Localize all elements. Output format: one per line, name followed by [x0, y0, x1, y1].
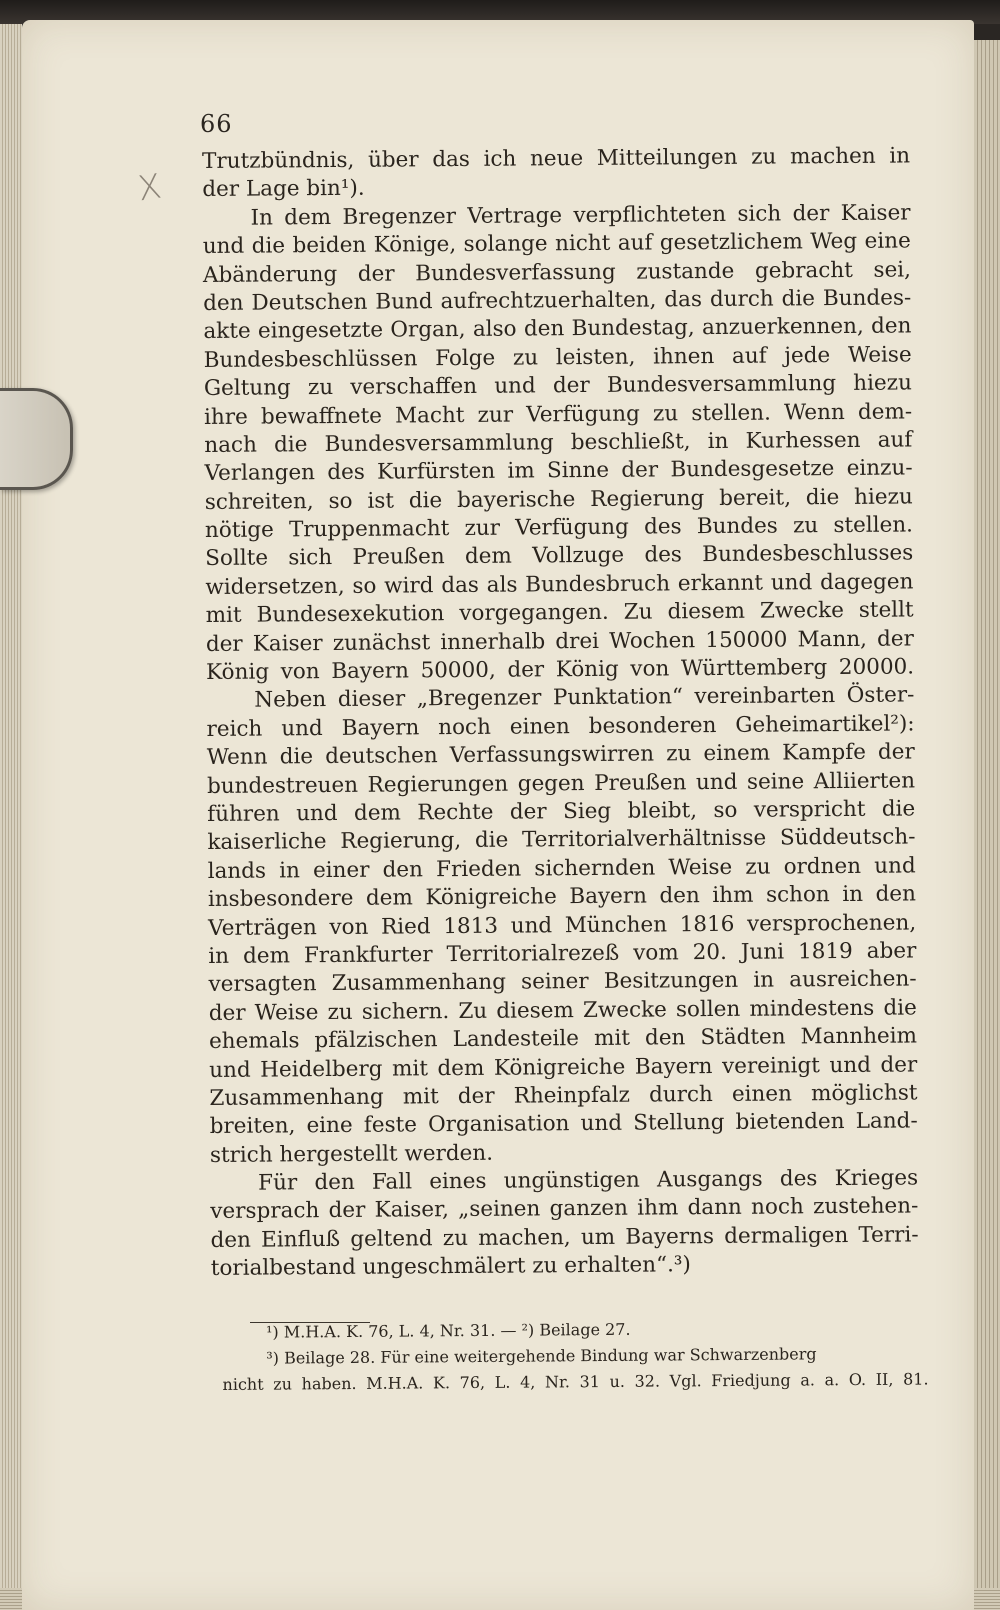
- text-line: Geltung zu verschaffen und der Bundesversammlung hiezu: [203, 370, 912, 402]
- text-line: Trutzbündnis, über das ich neue Mitteilungen zu machen in: [202, 143, 911, 174]
- text-line: lands in einer den Frieden sichernden Weise zu ordnen und: [207, 853, 916, 884]
- text-line: der Weise zu sichern. Zu diesem Zwecke sollen mindestens die: [208, 995, 917, 1026]
- book-page: [22, 20, 974, 1610]
- text-line: den Einfluß geltend zu machen, um Bayerns dermaligen Terri-: [210, 1222, 919, 1253]
- text-line: versprach der Kaiser, „seinen ganzen ihm dann noch zustehen-: [210, 1193, 919, 1225]
- text-line: bundestreuen Regierungen gegen Preußen und seine Alliierten: [206, 768, 916, 799]
- text-line: Verträgen von Ried 1813 und München 1816 versprochenen,: [208, 909, 917, 941]
- text-line: Bundesbeschlüssen Folge zu leisten, ihnen auf jede Weise: [203, 342, 912, 373]
- text-line: ihre bewaffnete Macht zur Verfügung zu stellen. Wenn dem-: [204, 398, 913, 430]
- footnote-line: ¹) M.H.A. K. 76, L. 4, Nr. 31. — ²) Beilage 27.: [266, 1319, 631, 1342]
- page-stack-left: [0, 24, 22, 1610]
- text-line: schreiten, so ist die bayerische Regierung bereit, die hiezu: [204, 484, 913, 515]
- pencil-mark: X: [135, 166, 164, 210]
- text-line: der Lage bin¹).: [202, 176, 365, 203]
- text-line: versagten Zusammenhang seiner Besitzungen in ausreichen-: [208, 966, 917, 998]
- text-line: Zusammenhang mit der Rheinpfalz durch einen möglichst: [209, 1080, 918, 1111]
- text-line: In dem Bregenzer Vertrage verpflichteten sich der Kaiser: [250, 200, 911, 231]
- text-line: und die beiden Könige, solange nicht auf gesetzlichem Weg eine: [202, 228, 911, 260]
- page-number: 66: [200, 110, 233, 138]
- text-line: reich und Bayern noch einen besonderen Geheimartikel²):: [206, 711, 915, 742]
- text-line: widersetzen, so wird das als Bundesbruch erkannt und dagegen: [205, 569, 914, 600]
- text-line: König von Bayern 50000, der König von Württemberg 20000.: [206, 654, 915, 686]
- text-line: mit Bundesexekution vorgegangen. Zu diesem Zwecke stellt: [205, 597, 914, 629]
- text-line: Wenn die deutschen Verfassungswirren zu einem Kampfe der: [206, 739, 915, 771]
- text-line: Verlangen des Kurfürsten im Sinne der Bundesgesetze einzu-: [204, 455, 913, 487]
- text-line: strich hergestellt werden.: [209, 1140, 494, 1168]
- text-line: breiten, eine feste Organisation und Stellung bietenden Land-: [209, 1108, 918, 1140]
- page-clip: [0, 388, 73, 490]
- text-line: akte eingesetzte Organ, also den Bundestag, anzuerkennen, den: [203, 313, 912, 345]
- text-line: ehemals pfälzischen Landesteile mit den Städten Mannheim: [208, 1023, 918, 1055]
- footnote-line: nicht zu haben. M.H.A. K. 76, L. 4, Nr. 31 u. 32. Vgl. Friedjung a. a. O. II, 81.: [222, 1369, 929, 1394]
- text-line: der Kaiser zunächst innerhalb drei Wochen 150000 Mann, der: [205, 626, 914, 657]
- text-line: torialbestand ungeschmälert zu erhalten“.³): [210, 1252, 691, 1282]
- text-line: Für den Fall eines ungünstigen Ausgangs des Krieges: [258, 1165, 919, 1196]
- body-text: [202, 142, 919, 1283]
- text-line: und Heidelberg mit dem Königreiche Bayern vereinigt und der: [209, 1051, 918, 1083]
- text-line: führen und dem Rechte der Sieg bleibt, so verspricht die: [207, 796, 916, 827]
- text-line: nach die Bundesversammlung beschließt, in Kurhessen auf: [204, 427, 913, 458]
- text-line: Neben dieser „Bregenzer Punktation“ vereinbarten Öster-: [254, 682, 915, 714]
- page-stack-right: [974, 40, 1000, 1610]
- text-line: kaiserliche Regierung, die Territorialverhältnisse Süddeutsch-: [207, 824, 916, 856]
- text-line: in dem Frankfurter Territorialrezeß vom 20. Juni 1819 aber: [208, 938, 917, 969]
- text-line: Sollte sich Preußen dem Vollzuge des Bundesbeschlusses: [205, 540, 914, 572]
- text-line: nötige Truppenmacht zur Verfügung des Bundes zu stellen.: [204, 512, 914, 544]
- text-line: Abänderung der Bundesverfassung zustande gebracht sei,: [202, 256, 912, 288]
- text-line: insbesondere dem Königreiche Bayern den ihm schon in den: [207, 881, 916, 913]
- text-line: den Deutschen Bund aufrechtzuerhalten, das durch die Bundes-: [203, 285, 912, 316]
- footnotes: [222, 1314, 929, 1398]
- footnote-line: ³) Beilage 28. Für eine weitergehende Bindung war Schwarzenberg: [266, 1344, 817, 1368]
